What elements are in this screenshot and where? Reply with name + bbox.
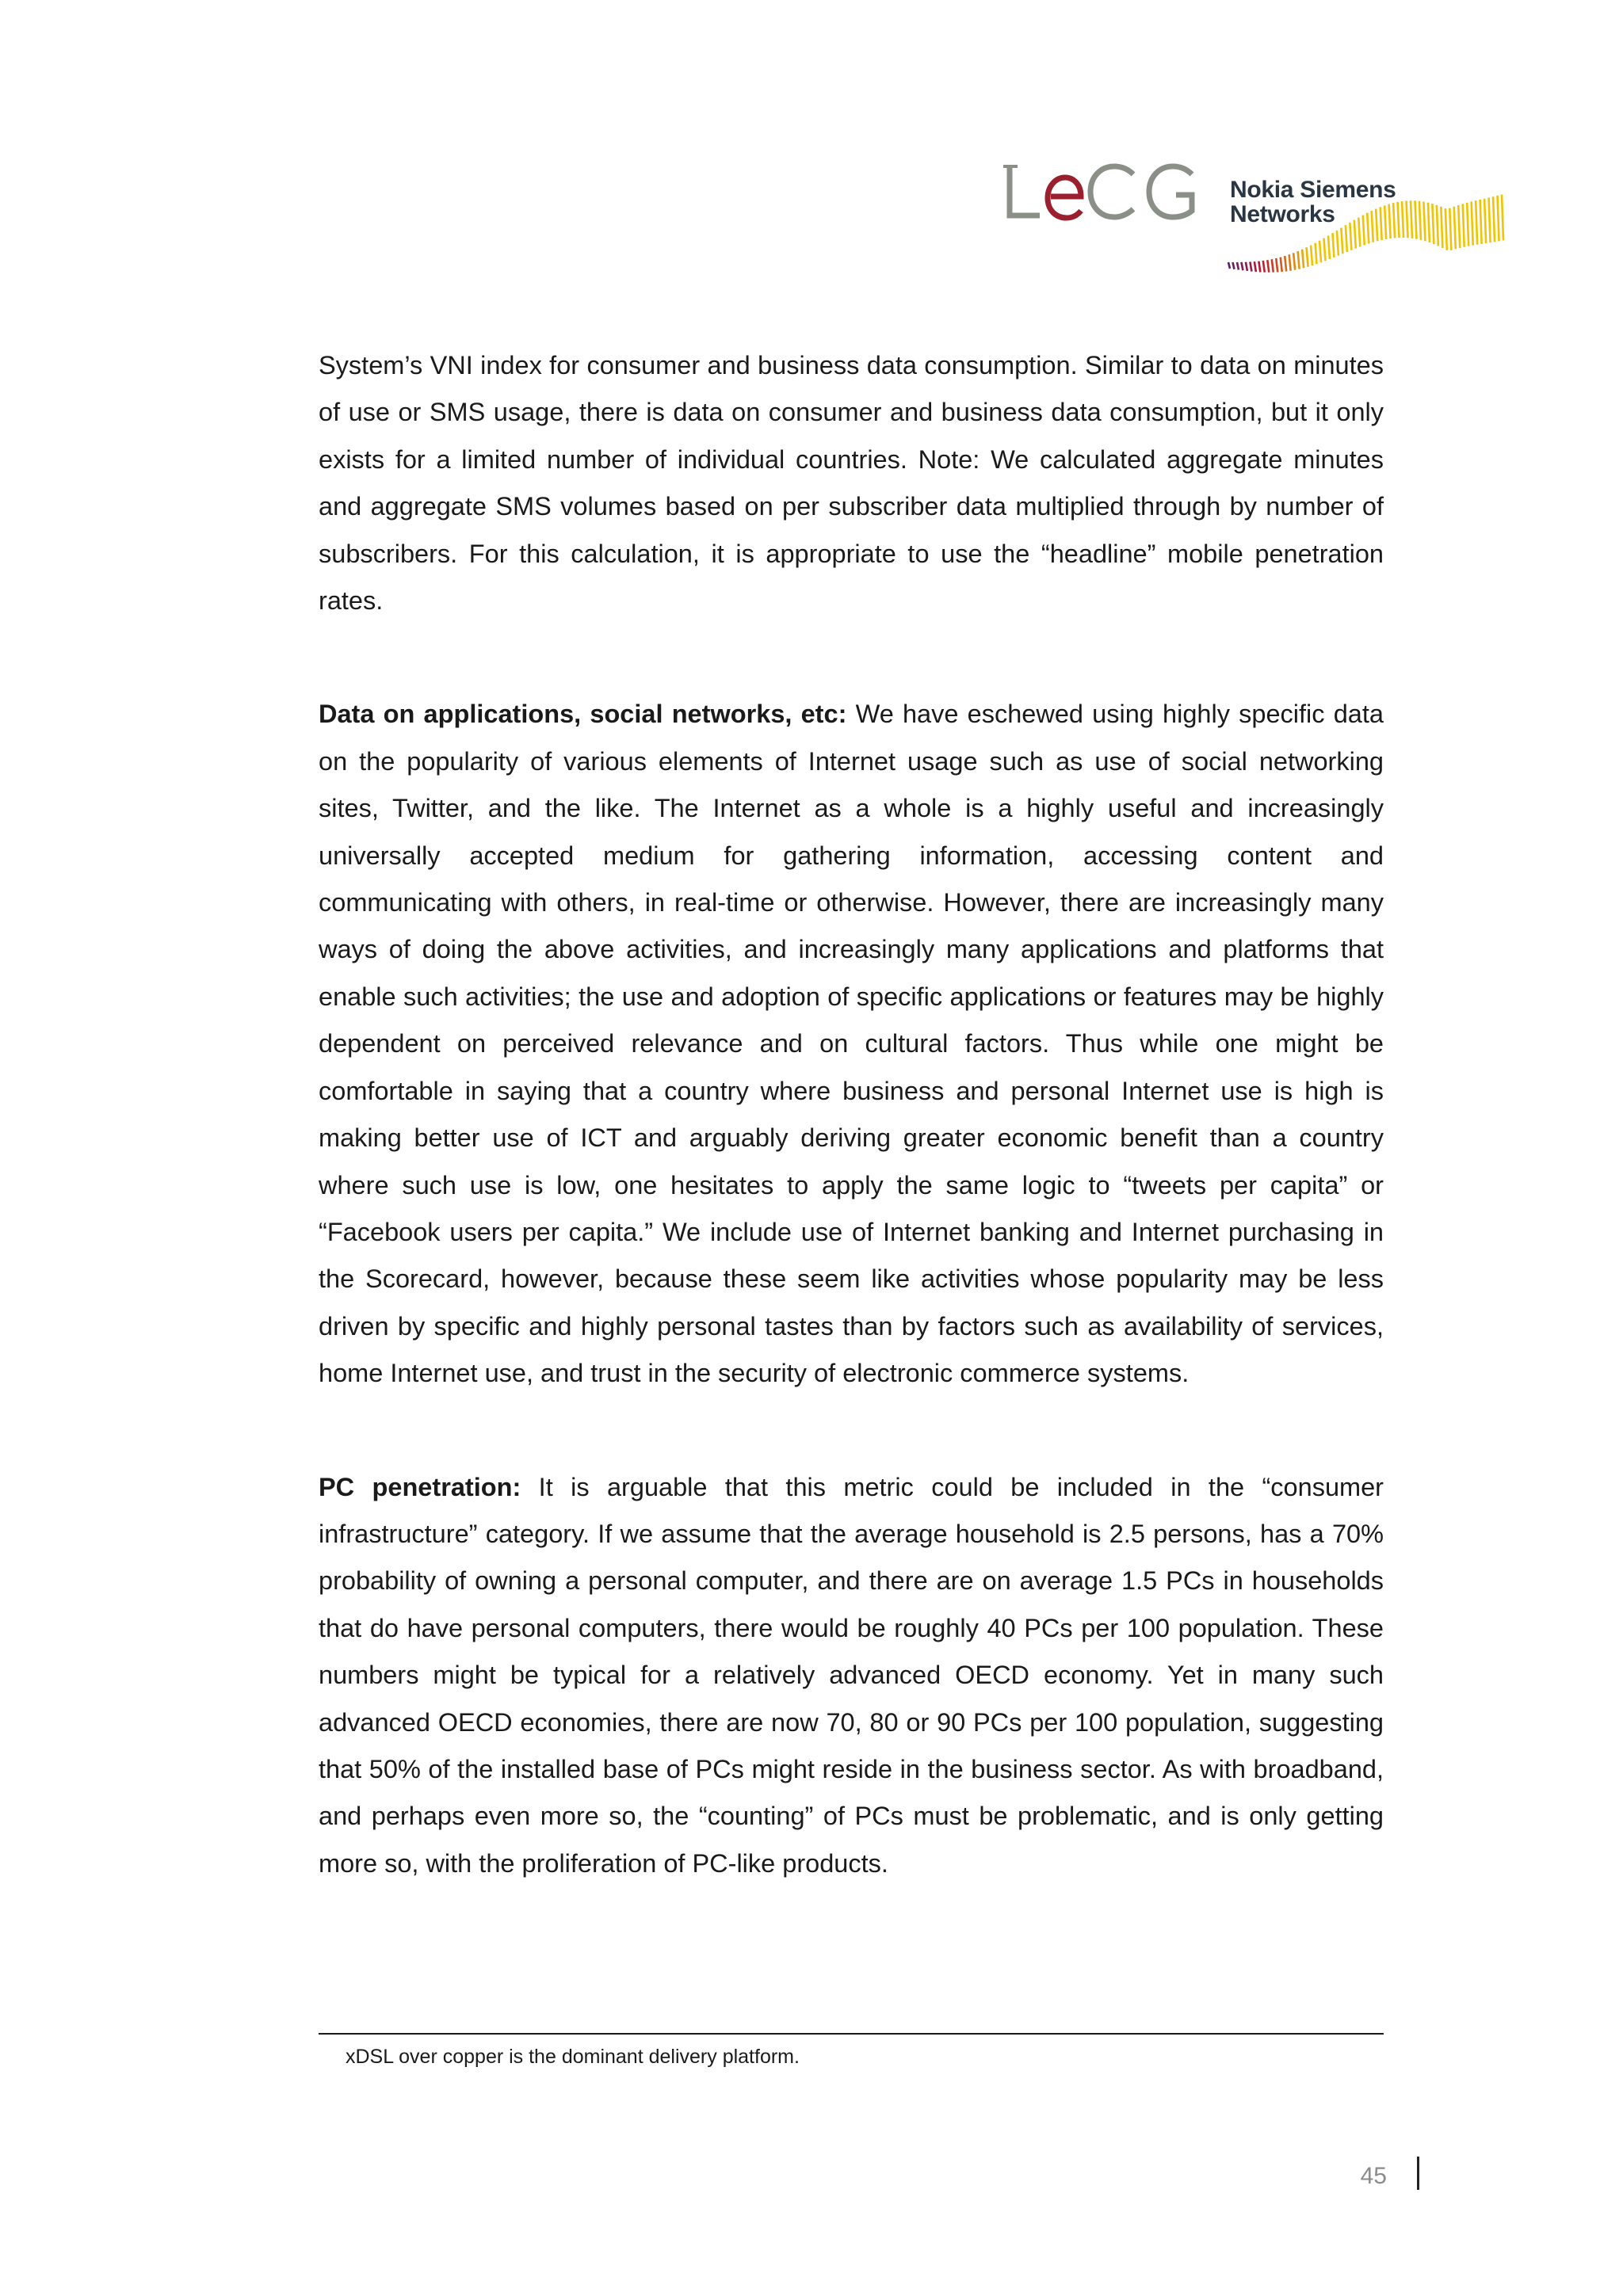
lecg-logo [999, 151, 1205, 246]
page-number-divider [1417, 2157, 1419, 2190]
nsn-wave-stripe [1254, 261, 1256, 272]
nsn-wave-stripe [1411, 200, 1412, 238]
paragraph-applications [319, 691, 1384, 1397]
nsn-logo-line1: Nokia Siemens [1230, 177, 1396, 203]
nsn-wave-stripe [1258, 261, 1260, 273]
nokia-siemens-networks-logo [1220, 151, 1514, 309]
nsn-wave-stripe [1276, 258, 1277, 272]
nsn-wave-stripe [1332, 233, 1334, 257]
paragraph-pc-penetration-text: It is arguable that this metric could be included in the “consumer infrastructure” category. If we assume that the average household is 2.5 persons, has a 70% probability of owning a personal computer, and there are on average 1.5 PCs in households that do have personal computers, there would be roughly 40 PCs per 100 population. These numbers might be typical for a relatively advanced OECD economy. Yet in many such advanced OECD economies, there are now 70, 80 or 90 PCs per 100 population, suggesting that 50% of the installed base of PCs might reside in the business sector. As with broadband, and perhaps even more so, the “counting” of PCs must be problematic, and is only getting more so, with the proliferation of PC-like products. [319, 1472, 1384, 1878]
nsn-wave-stripe [1228, 262, 1230, 269]
nsn-wave-stripe [1423, 202, 1425, 242]
nsn-wave-stripe [1449, 208, 1451, 250]
nsn-wave-stripe [1350, 223, 1351, 250]
nsn-wave-stripe [1319, 241, 1321, 263]
nsn-wave-stripe [1402, 201, 1403, 238]
nsn-wave-stripe [1281, 257, 1282, 272]
nsn-wave-stripe [1454, 207, 1456, 250]
nsn-wave-stripe [1341, 228, 1342, 254]
nsn-wave-stripe [1407, 200, 1408, 238]
nsn-wave-stripe [1237, 262, 1239, 270]
nsn-wave-stripe [1241, 262, 1243, 270]
paragraph-applications-text: We have eschewed using highly specific data on the popularity of various elements of Internet usage such as use of social networking sites, Twitter, and the like. The Internet as a whole is a highly useful and increasingly universally accepted medium for gathering information, accessing content and communicating with others, in real-time or otherwise. However, there are increasingly many ways of doing the above activities, and increasingly many applications and platforms that enable such activities; the use and adoption of specific applications or features may be highly dependent on perceived relevance and on cultural factors. Thus while one might be comfortable in saying that a country where business and personal Internet use is high is making better use of ICT and arguably deriving greater economic benefit than a country where such use is low, one hesitates to apply the same logic to “tweets per capita” or “Facebook users per capita.” We include use of Internet banking and Internet purchasing in the Scorecard, however, because these seem like activities whose popularity may be less driven by specific and highly personal tastes than by factors such as availability of services, home Internet use, and trust in the security of electronic commerce systems. [319, 700, 1384, 1388]
nsn-wave-stripe [1498, 196, 1499, 242]
nsn-wave-stripe [1328, 235, 1330, 259]
footnote: xDSL over copper is the dominant delivery platform. [346, 2046, 800, 2068]
nsn-wave-stripe [1272, 259, 1274, 273]
nsn-wave-stripe [1432, 204, 1434, 244]
nsn-wave-stripe [1428, 203, 1430, 242]
nsn-wave-stripe [1293, 253, 1295, 269]
nsn-wave-stripe [1307, 247, 1308, 266]
nsn-wave-stripe [1502, 194, 1503, 240]
nsn-wave-stripe [1441, 207, 1442, 248]
nsn-wave-stripe [1316, 243, 1317, 265]
nsn-wave-stripe [1267, 260, 1269, 273]
nsn-wave-stripe [1476, 200, 1477, 245]
document-body [319, 342, 1384, 1887]
paragraph-pc-penetration-lead: PC penetration: [319, 1472, 521, 1501]
page-number: 45 [1360, 2163, 1387, 2189]
nsn-wave-stripe [1289, 254, 1291, 270]
paragraph-pc-penetration [319, 1464, 1384, 1888]
footnote-separator [319, 2033, 1384, 2035]
nsn-wave-stripe [1493, 196, 1495, 242]
nsn-wave-stripe [1472, 201, 1473, 245]
nsn-wave-stripe [1263, 261, 1265, 273]
nsn-wave-stripe [1415, 200, 1416, 238]
nsn-wave-icon [1220, 151, 1514, 309]
nsn-wave-stripe [1337, 231, 1338, 256]
nsn-wave-stripe [1298, 251, 1300, 269]
nsn-wave-stripe [1250, 262, 1251, 272]
nsn-wave-stripe [1323, 238, 1325, 261]
nsn-wave-stripe [1302, 250, 1304, 268]
nsn-wave-stripe [1467, 203, 1468, 246]
nsn-wave-stripe [1246, 262, 1247, 271]
nsn-wave-stripe [1437, 205, 1438, 246]
nsn-wave-stripe [1463, 204, 1465, 246]
header-logos [991, 151, 1514, 309]
paragraph-applications-lead: Data on applications, social networks, etc: [319, 700, 847, 729]
nsn-wave-stripe [1458, 205, 1460, 248]
nsn-wave-stripe [1484, 199, 1486, 243]
nsn-wave-stripe [1445, 208, 1447, 250]
nsn-wave-stripe [1419, 201, 1421, 240]
nsn-logo-line2: Networks [1230, 201, 1335, 227]
paragraph-vni-index: System’s VNI index for consumer and business data consumption. Similar to data on minutes of use or SMS usage, there is data on consumer and business data consumption, but it only exists for a limited number of individual countries. Note: We calculated aggregate minutes and aggregate SMS volumes based on per subscriber data multiplied through by number of subscribers. For this calculation, it is appropriate to use the “headline” mobile penetration rates. [319, 351, 1384, 616]
nsn-wave-stripe [1489, 197, 1491, 242]
nsn-wave-stripe [1346, 225, 1347, 252]
nsn-wave-stripe [1285, 256, 1286, 271]
nsn-wave-stripe [1232, 262, 1234, 269]
nsn-wave-stripe [1311, 246, 1312, 266]
nsn-wave-stripe [1398, 202, 1400, 238]
nsn-wave-stripe [1480, 200, 1482, 244]
